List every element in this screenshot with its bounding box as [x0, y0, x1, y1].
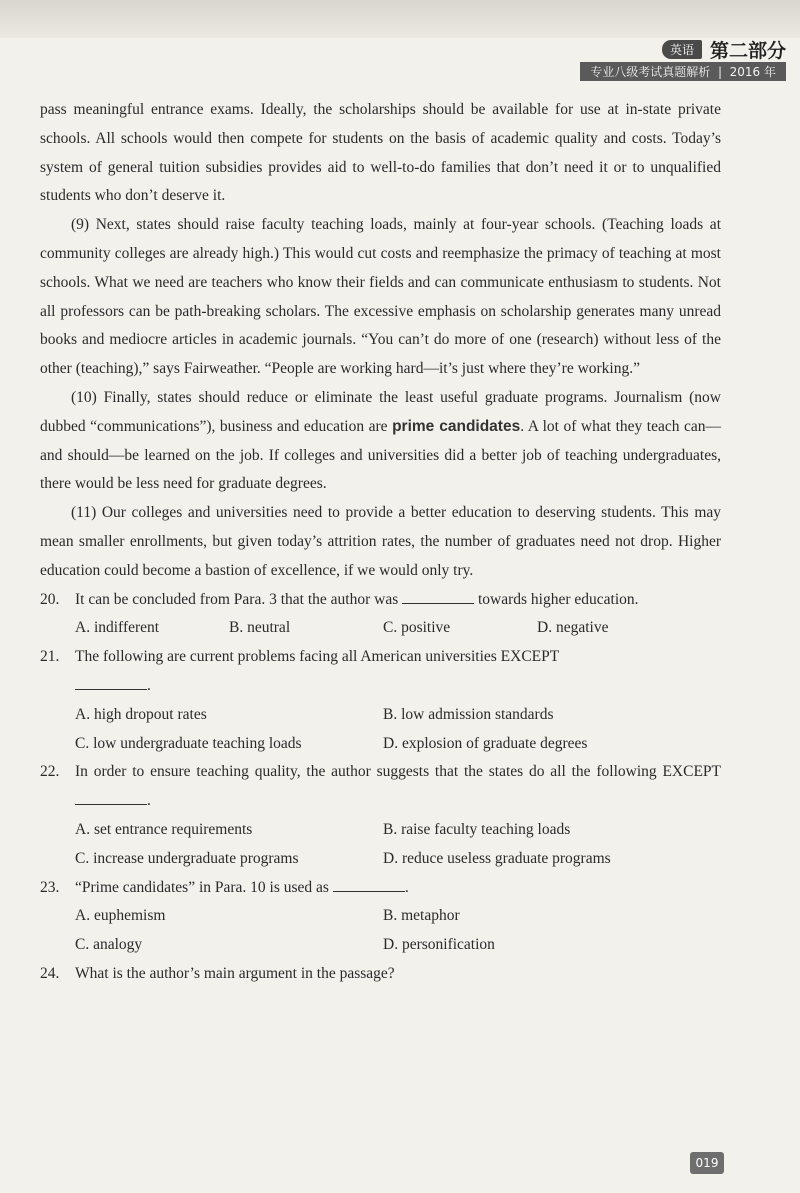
option-c: C. analogy — [75, 936, 143, 954]
page-content — [40, 96, 721, 989]
option-a: A. indifferent — [75, 619, 160, 637]
question-24 — [40, 960, 721, 989]
question-stem: The following are current problems facing all American universities EXCEPT — [75, 648, 560, 666]
option-b: B. neutral — [229, 619, 291, 637]
question-stem: “Prime candidates” in Para. 10 is used as . — [75, 874, 721, 903]
passage-paragraph-continued: pass meaningful entrance exams. Ideally, the scholarships should be available for use at in-state private schools. All schools would then compete for students on the basis of academic quality and costs. Today’s system of general tuition subsidies provides aid to well-to-do families that don’t need it or to unqualified students who don’t deserve it. — [40, 101, 721, 205]
option-b: B. raise faculty teaching loads — [383, 820, 571, 838]
question-stem: In order to ensure teaching quality, the author suggests that the states do all the following EXCEPT . — [75, 763, 721, 810]
option-a: A. euphemism — [75, 907, 166, 925]
subject-tag: 英语 — [662, 40, 702, 59]
options — [40, 816, 721, 845]
page-top-band — [0, 0, 800, 38]
header-subtitle-bar: 专业八级考试真题解析 | 2016 年 — [580, 62, 786, 81]
options — [40, 701, 721, 730]
header-subtitle: 专业八级考试真题解析 — [590, 65, 711, 79]
question-stem: It can be concluded from Para. 3 that the author was towards higher education. — [75, 586, 721, 615]
question-number: 21. — [40, 648, 60, 666]
option-c: C. increase undergraduate programs — [75, 849, 299, 867]
option-d: D. negative — [537, 619, 609, 637]
question-number: 24. — [40, 964, 60, 982]
options — [40, 931, 721, 960]
options — [40, 845, 721, 874]
question-stem: What is the author’s main argument in the passage? — [75, 964, 395, 982]
prime-candidates-phrase: prime candidates — [392, 417, 521, 435]
option-b: B. metaphor — [383, 907, 460, 925]
question-number: 22. — [40, 763, 60, 781]
question-22 — [40, 758, 721, 873]
passage-paragraph-11: (11) Our colleges and universities need to provide a better education to deserving students. This may mean smaller enrollments, but given today’s attrition rates, the number of graduates need not drop. Higher education could become a bastion of excellence, if we would only try. — [40, 504, 721, 579]
answer-blank — [75, 788, 147, 805]
options — [40, 614, 721, 643]
page-number: 019 — [690, 1152, 724, 1174]
option-a: A. set entrance requirements — [75, 820, 253, 838]
header-year: 2016 年 — [729, 65, 776, 79]
option-d: D. explosion of graduate degrees — [383, 734, 588, 752]
answer-blank — [75, 673, 147, 690]
option-d: D. personification — [383, 936, 495, 954]
option-a: A. high dropout rates — [75, 705, 207, 723]
page-header — [580, 38, 786, 81]
question-21: 21. The following are current problems facing all American universities EXCEPT . A. high dropout rates B. low admission standards C. low undergraduate teaching loads D. explosion of graduate degrees — [40, 643, 721, 758]
question-number: 23. — [40, 878, 60, 896]
answer-blank — [402, 587, 474, 604]
option-d: D. reduce useless graduate programs — [383, 849, 611, 867]
question-number: 20. — [40, 590, 60, 608]
question-23 — [40, 874, 721, 960]
question-20 — [40, 586, 721, 644]
options — [40, 730, 721, 759]
passage-paragraph-10: (10) Finally, states should reduce or eliminate the least useful graduate programs. Journalism (now dubbed “communications”), business and education are prime candidates. A lot of what they teach can—and should—be learned on the job. If colleges and universities did a better job of teaching undergraduates, there would be less need for graduate degrees. — [40, 388, 721, 493]
options — [40, 902, 721, 931]
option-c: C. low undergraduate teaching loads — [75, 734, 302, 752]
part-title: 第二部分 — [709, 39, 786, 62]
option-b: B. low admission standards — [383, 705, 554, 723]
answer-blank — [333, 875, 405, 892]
option-c: C. positive — [383, 619, 451, 637]
passage-paragraph-9: (9) Next, states should raise faculty teaching loads, mainly at four-year schools. (Teaching loads at community colleges are already high.) This would cut costs and reemphasize the primacy of teaching at most schools. What we need are teachers who know their fields and can communicate enthusiasm to students. Not all professors can be path-breaking scholars. The excessive emphasis on scholarship generates many unread books and mediocre articles in academic journals. “You can’t do more of one (research) without less of the other (teaching),” says Fairweather. “People are working hard—it’s just where they’re working.” — [40, 216, 721, 378]
